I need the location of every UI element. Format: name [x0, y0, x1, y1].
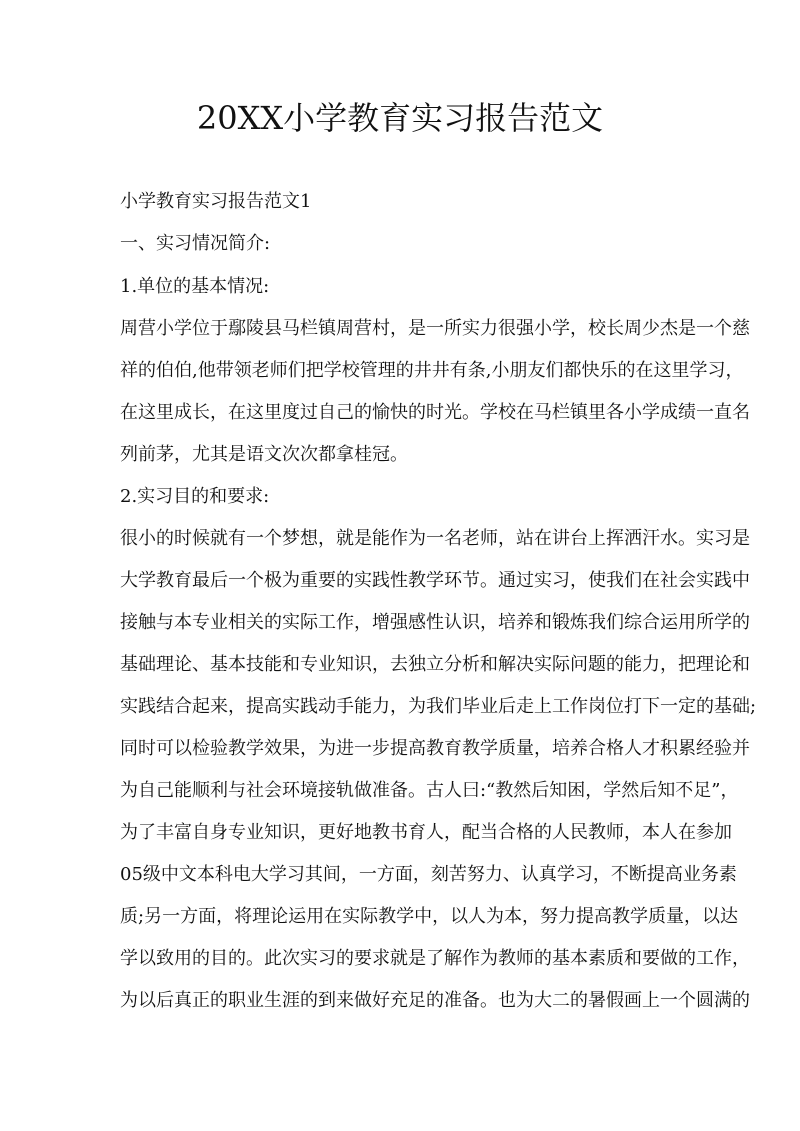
paragraph-line: 为了丰富自身专业知识，更好地教书育人，配当合格的人民教师，本人在参加 — [120, 822, 732, 843]
paragraph-line: 实践结合起来，提高实践动手能力，为我们毕业后走上工作岗位打下一定的基础; — [120, 696, 757, 717]
paragraph-line: 基础理论、基本技能和专业知识，去独立分析和解决实际问题的能力，把理论和 — [120, 654, 750, 675]
paragraph-line: 周营小学位于鄢陵县马栏镇周营村，是一所实力很强小学，校长周少杰是一个慈 — [120, 318, 750, 339]
paragraph-line: 在这里成长，在这里度过自己的愉快的时光。学校在马栏镇里各小学成绩一直名 — [120, 402, 750, 423]
paragraph-line: 祥的伯伯,他带领老师们把学校管理的井井有条,小朋友们都快乐的在这里学习， — [120, 360, 744, 381]
document-title: 20XX小学教育实习报告范文 — [196, 99, 604, 137]
item-heading: 2.实习目的和要求: — [120, 486, 270, 507]
paragraph-line: 同时可以检验教学效果，为进一步提高教育教学质量，培养合格人才积累经验并 — [120, 738, 750, 759]
paragraph-line: 为以后真正的职业生涯的到来做好充足的准备。也为大二的暑假画上一个圆满的 — [120, 990, 750, 1011]
paragraph-line: 质;另一方面，将理论运用在实际教学中，以人为本，努力提高教学质量，以达 — [120, 906, 739, 927]
paragraph-line: 大学教育最后一个极为重要的实践性教学环节。通过实习，使我们在社会实践中 — [120, 570, 750, 591]
paragraph-line: 接触与本专业相关的实际工作，增强感性认识，培养和锻炼我们综合运用所学的 — [120, 612, 750, 633]
paragraph-line: 学以致用的目的。此次实习的要求就是了解作为教师的基本素质和要做的工作， — [120, 948, 750, 969]
paragraph-line: 很小的时候就有一个梦想，就是能作为一名老师，站在讲台上挥洒汗水。实习是 — [120, 528, 750, 549]
subtitle: 小学教育实习报告范文1 — [120, 191, 312, 212]
paragraph-line: 05级中文本科电大学习其间，一方面，刻苦努力、认真学习，不断提高业务素 — [120, 864, 737, 885]
section-heading: 一、实习情况简介: — [120, 233, 271, 254]
paragraph-line: 列前茅，尤其是语文次次都拿桂冠。 — [120, 444, 408, 465]
item-heading: 1.单位的基本情况: — [120, 276, 270, 297]
paragraph-line: 为自己能顺利与社会环境接轨做准备。古人曰:“教然后知困，学然后知不足”， — [120, 780, 739, 801]
